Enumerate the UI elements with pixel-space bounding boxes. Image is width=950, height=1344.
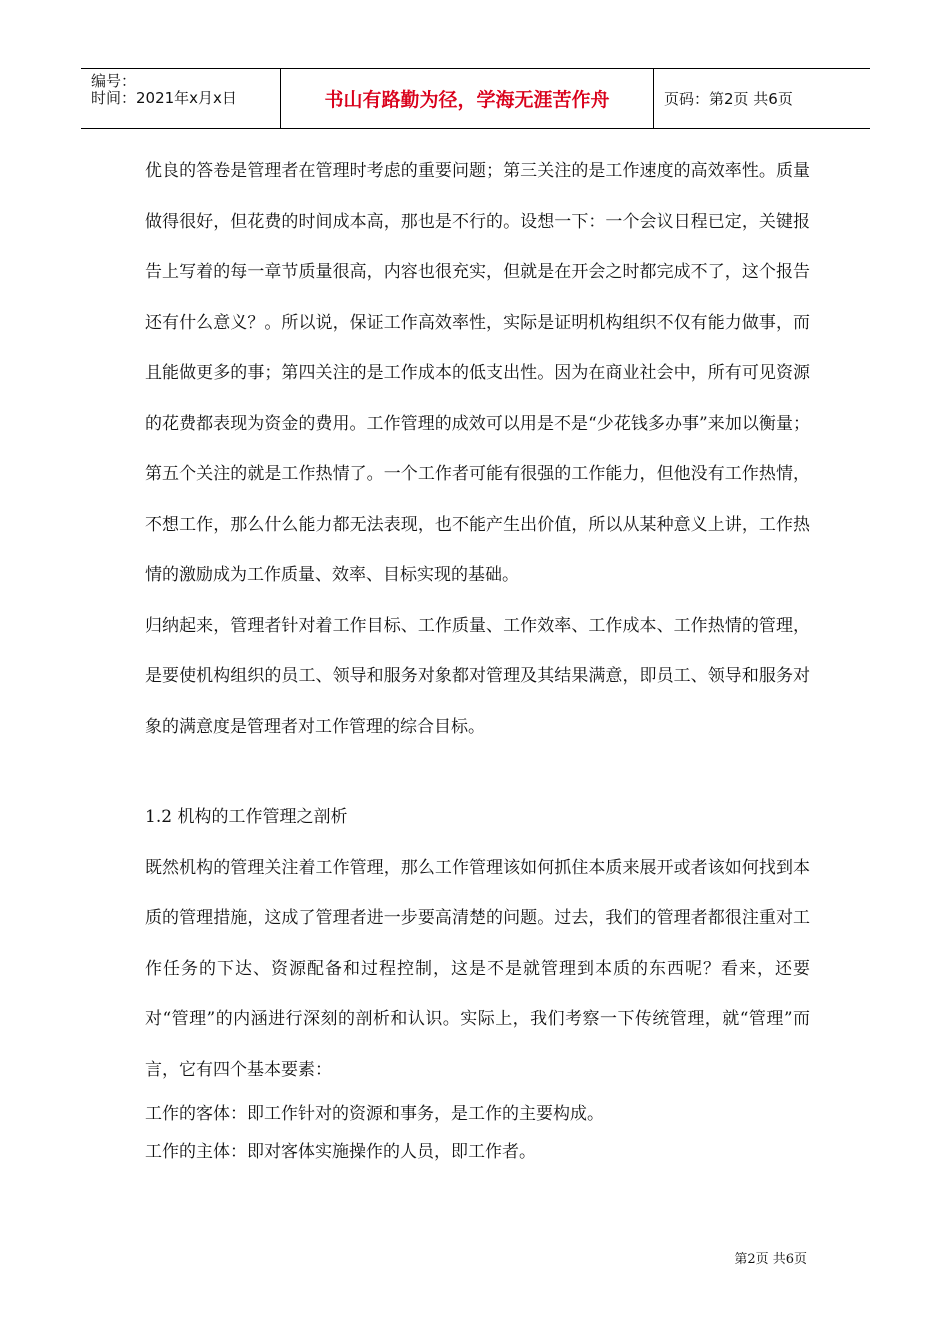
body-paragraph-4: 工作的客体：即工作针对的资源和事务，是工作的主要构成。 xyxy=(145,1104,604,1124)
page-footer: 第2页 共6页 xyxy=(734,1252,807,1267)
body-paragraph-3: 既然机构的管理关注着工作管理，那么工作管理该如何抓住本质来展开或者该如何找到本质的管理措施，这成了管理者进一步要高清楚的问题。过去，我们的管理者都很注重对工作任务的下达、资源配备和过程控制，这是不是就管理到本质的东西呢？看来，还要对“管理”的内涵进行深刻的剖析和认识。实际上，我们考察一下传统管理，就“管理”而言，它有四个基本要素： xyxy=(145,857,810,1080)
document-meta xyxy=(81,69,281,128)
document-number-label: 编号： xyxy=(91,72,137,90)
body-paragraph-2: 归纳起来，管理者针对着工作目标、工作质量、工作效率、工作成本、工作热情的管理，是要使机构组织的员工、领导和服务对象都对管理及其结果满意，即员工、领导和服务对象的满意度是管理者对工作管理的综合目标。 xyxy=(145,615,810,737)
document-time-label: 时间：2021年x月x日 xyxy=(91,89,237,107)
section-heading: 1.2 机构的工作管理之剖析 xyxy=(145,807,348,827)
section-spacer xyxy=(145,752,810,792)
header-page-indicator: 页码：第2页 共6页 xyxy=(664,90,793,108)
header-motto: 书山有路勤为径，学海无涯苦作舟 xyxy=(281,69,654,128)
page-header xyxy=(81,68,870,129)
document-body xyxy=(145,146,810,1171)
body-paragraph-1: 优良的答卷是管理者在管理时考虑的重要问题；第三关注的是工作速度的高效率性。质量做得很好，但花费的时间成本高，那也是不行的。设想一下：一个会议日程已定，关键报告上写着的每一章节质量很高，内容也很充实，但就是在开会之时都完成不了，这个报告还有什么意义？。所以说，保证工作高效率性，实际是证明机构组织不仅有能力做事，而且能做更多的事；第四关注的是工作成本的低支出性。因为在商业社会中，所有可见资源的花费都表现为资金的费用。工作管理的成效可以用是不是“少花钱多办事”来加以衡量；第五个关注的就是工作热情了。一个工作者可能有很强的工作能力，但他没有工作热情，不想工作，那么什么能力都无法表现，也不能产生出价值，所以从某种意义上讲，工作热情的激励成为工作质量、效率、目标实现的基础。 xyxy=(145,161,810,585)
body-paragraph-5: 工作的主体：即对客体实施操作的人员，即工作者。 xyxy=(145,1142,536,1162)
